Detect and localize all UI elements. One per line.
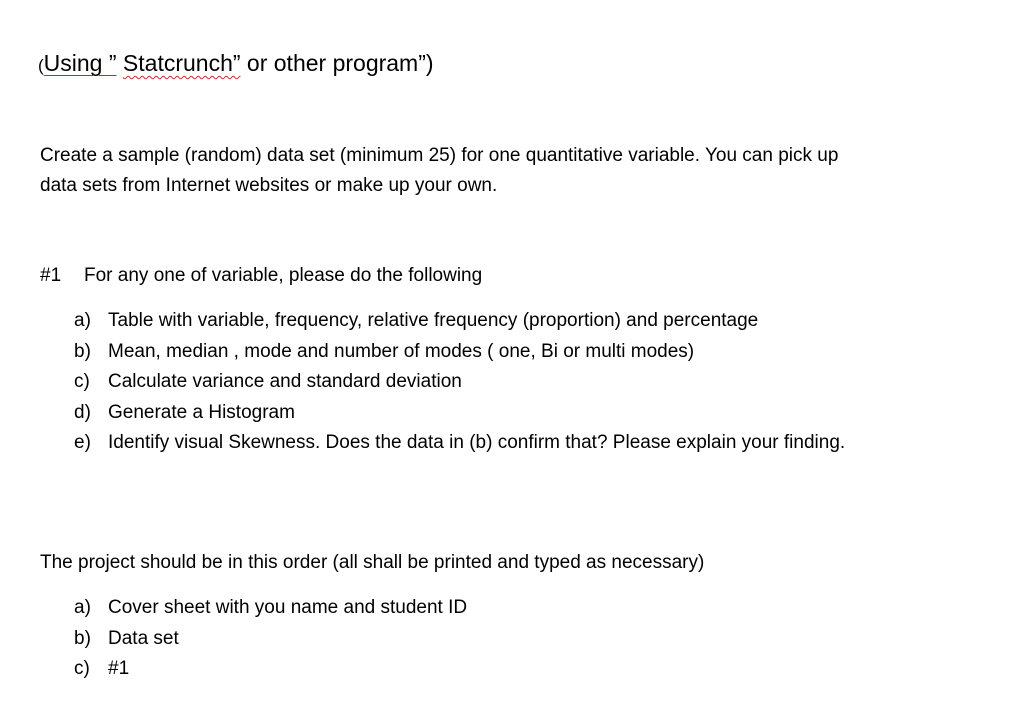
intro-line-2: data sets from Internet websites or make up your own. bbox=[40, 175, 498, 196]
list-item bbox=[74, 367, 868, 398]
list-item bbox=[74, 654, 868, 685]
title-using-text: Using ” bbox=[43, 50, 117, 76]
list-item-marker: e) bbox=[74, 432, 91, 453]
project-order-heading: The project should be in this order (all shall be printed and typed as necessary) bbox=[40, 552, 705, 573]
document-title bbox=[38, 48, 434, 81]
list-item bbox=[74, 398, 868, 429]
intro-line-1: Create a sample (random) data set (minimum 25) for one quantitative variable. You can pick up bbox=[40, 145, 839, 166]
list-item bbox=[74, 337, 868, 368]
list-item-text: Identify visual Skewness. Does the data in (b) confirm that? Please explain your finding. bbox=[108, 432, 846, 453]
section-1-number: #1 bbox=[40, 265, 62, 286]
list-item-text: Data set bbox=[108, 627, 179, 649]
section-1-list bbox=[74, 306, 868, 459]
list-item-marker: b) bbox=[74, 627, 91, 649]
list-item-marker: a) bbox=[74, 310, 91, 331]
list-item bbox=[74, 624, 868, 655]
list-item-text: Mean, median , mode and number of modes ( one, Bi or multi modes) bbox=[108, 340, 695, 362]
list-item-marker: c) bbox=[74, 371, 90, 392]
list-item-marker: c) bbox=[74, 658, 90, 679]
list-item-marker: b) bbox=[74, 340, 91, 362]
section-1-heading-text: For any one of variable, please do the following bbox=[84, 265, 483, 286]
intro-paragraph bbox=[40, 141, 838, 201]
list-item-text: Cover sheet with you name and student ID bbox=[108, 597, 468, 618]
section-1-heading bbox=[40, 261, 482, 291]
list-item bbox=[74, 306, 868, 337]
list-item bbox=[74, 593, 868, 624]
project-order-list bbox=[74, 593, 868, 685]
list-item-marker: d) bbox=[74, 401, 91, 423]
list-item-text: Generate a Histogram bbox=[108, 401, 295, 423]
list-item-text: Table with variable, frequency, relative frequency (proportion) and percentage bbox=[108, 310, 759, 331]
title-statcrunch-text: Statcrunch” bbox=[122, 50, 241, 76]
list-item-text: #1 bbox=[108, 658, 130, 679]
list-item bbox=[74, 428, 868, 459]
title-open-paren: ( bbox=[38, 56, 44, 75]
list-item-text: Calculate variance and standard deviation bbox=[108, 371, 462, 392]
title-rest-text: or other program”) bbox=[240, 50, 434, 76]
list-item-marker: a) bbox=[74, 597, 91, 618]
